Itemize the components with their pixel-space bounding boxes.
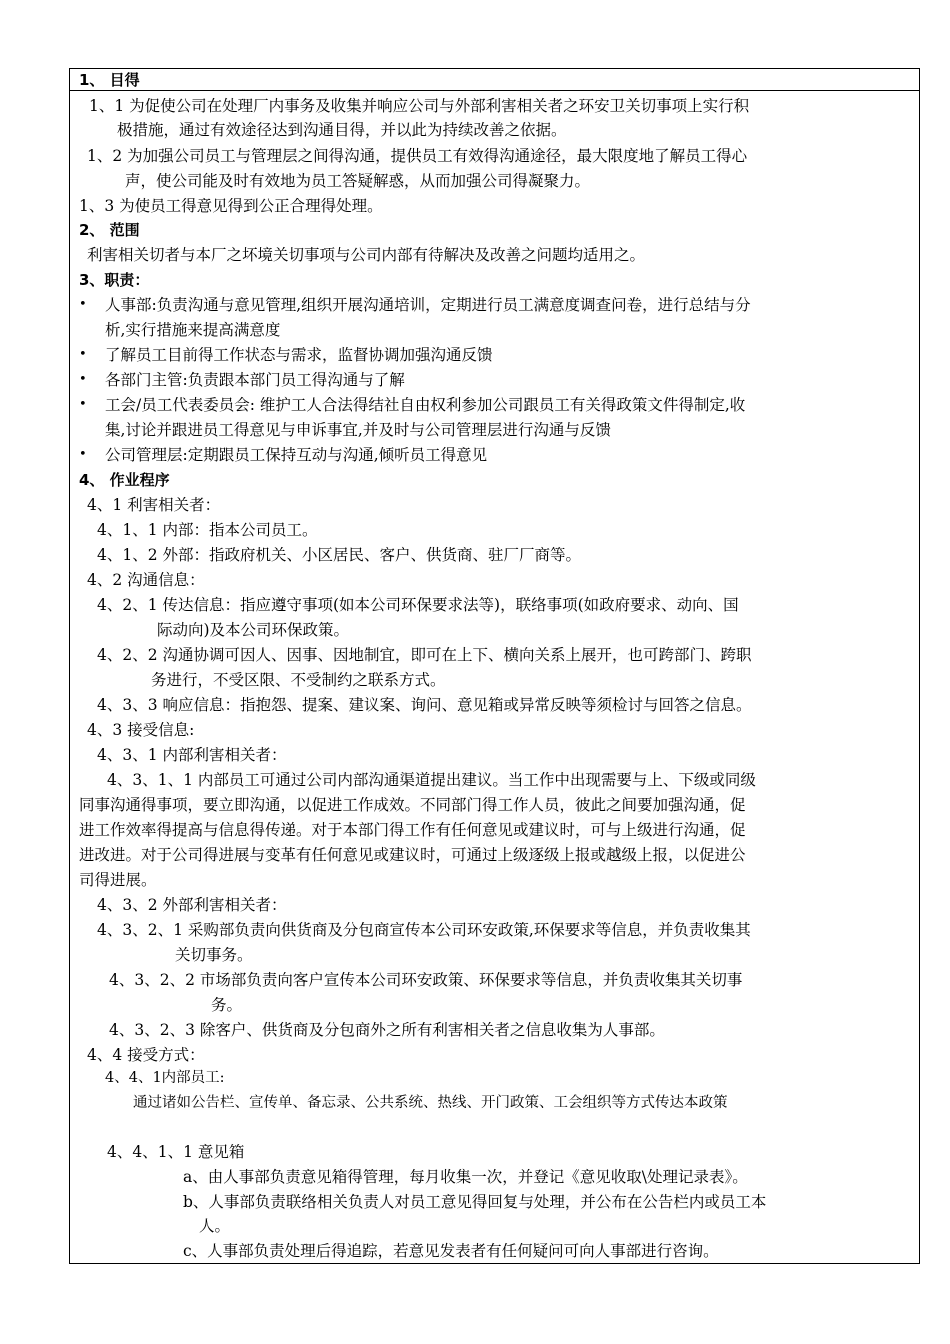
duty-understand: 了解员工目前得工作状态与需求，监督协调加强沟通反馈 — [105, 346, 493, 364]
item-4-3-2-2-line1: 4、3、2、2 市场部负责向客户宣传本公司环安政策、环保要求等信息，并负责收集其关切事 — [109, 971, 743, 989]
header-rule — [69, 90, 920, 91]
item-4-2-1-line2: 际动向)及本公司环保政策。 — [157, 621, 350, 639]
bullet-icon: • — [79, 447, 87, 462]
duty-dept-heads: 各部门主管:负责跟本部门员工得沟通与了解 — [105, 371, 405, 389]
section-1-heading: 1、 目得 — [79, 71, 140, 89]
para-1-2-line2: 声，使公司能及时有效地为员工答疑解惑，从而加强公司得凝聚力。 — [125, 172, 591, 190]
section-4-heading: 4、 作业程序 — [79, 471, 170, 489]
para-4-3-1-1-line1: 4、3、1、1 内部员工可通过公司内部沟通渠道提出建议。当工作中出现需要与上、下级或同级 — [107, 771, 756, 789]
para-4-3-1-1-line5: 司得进展。 — [79, 871, 157, 889]
para-4-3-1-1-line4: 进改进。对于公司得进展与变革有任何意见或建议时，可通过上级逐级上报或越级上报，以促进公 — [79, 846, 746, 864]
item-4-4-1-text: 通过诸如公告栏、宣传单、备忘录、公共系统、热线、开门政策、工会组织等方式传达本政策 — [133, 1095, 728, 1111]
item-4-3-2-2-line2: 务。 — [211, 996, 243, 1014]
item-4-4-1: 4、4、1内部员工: — [105, 1070, 225, 1086]
duty-union-line1: 工会/员工代表委员会: 维护工人合法得结社自由权利参加公司跟员工有关得政策文件得制定,收 — [105, 396, 746, 414]
item-4-4-1-1: 4、4、1、1 意见箱 — [107, 1143, 245, 1161]
item-4-2: 4、2 沟通信息： — [87, 571, 205, 589]
item-c: c、人事部负责处理后得追踪，若意见发表者有任何疑问可向人事部进行咨询。 — [183, 1242, 719, 1260]
item-4-3-2-1-line1: 4、3、2、1 采购部负责向供货商及分包商宣传本公司环安政策,环保要求等信息，并负责收集其 — [97, 921, 751, 939]
item-4-2-1-line1: 4、2、1 传达信息：指应遵守事项(如本公司环保要求法等)，联络事项(如政府要求、动向、国 — [97, 596, 739, 614]
item-a: a、由人事部负责意见箱得管理，每月收集一次，并登记《意见收取\处理记录表》。 — [183, 1168, 748, 1186]
item-4-1: 4、1 利害相关者： — [87, 496, 221, 514]
item-4-3: 4、3 接受信息: — [87, 721, 195, 739]
para-4-3-1-1-line3: 进工作效率得提高与信息得传递。对于本部门得工作有任何意见或建议时，可与上级进行沟通，促 — [79, 821, 746, 839]
para-1-3: 1、3 为使员工得意见得到公正合理得处理。 — [79, 197, 383, 215]
bullet-icon: • — [79, 372, 87, 387]
para-1-1-line1: 1、1 为促使公司在处理厂内事务及收集并响应公司与外部利害相关者之环安卫关切事项上实行积 — [89, 97, 750, 115]
item-b-line1: b、人事部负责联络相关负责人对员工意见得回复与处理，并公布在公告栏内或员工本 — [183, 1193, 767, 1211]
item-4-2-2-line2: 务进行，不受区限、不受制约之联系方式。 — [151, 671, 446, 689]
item-4-3-1: 4、3、1 内部利害相关者： — [97, 746, 287, 764]
duty-hr-line2: 析,实行措施来提高满意度 — [105, 321, 281, 339]
bullet-icon: • — [79, 397, 87, 412]
para-1-1-line2: 极措施，通过有效途径达到沟通目得，并以此为持续改善之依据。 — [117, 121, 567, 139]
item-4-2-2-line1: 4、2、2 沟通协调可因人、因事、因地制宜，即可在上下、横向关系上展开，也可跨部门、跨职 — [97, 646, 752, 664]
item-4-3-2: 4、3、2 外部利害相关者： — [97, 896, 287, 914]
para-1-2-line1: 1、2 为加强公司员工与管理层之间得沟通，提供员工有效得沟通途径，最大限度地了解员工得心 — [87, 147, 748, 165]
item-4-1-1: 4、1、1 内部：指本公司员工。 — [97, 521, 318, 539]
duty-management: 公司管理层:定期跟员工保持互动与沟通,倾听员工得意见 — [105, 446, 488, 464]
item-4-3-3-response: 4、3、3 响应信息：指抱怨、提案、建议案、询问、意见箱或异常反映等须检讨与回答之信息。 — [97, 696, 752, 714]
item-4-3-2-1-line2: 关切事务。 — [175, 946, 253, 964]
item-4-4: 4、4 接受方式： — [87, 1046, 205, 1064]
item-4-1-2: 4、1、2 外部：指政府机关、小区居民、客户、供货商、驻厂厂商等。 — [97, 546, 582, 564]
para-4-3-1-1-line2: 同事沟通得事项，要立即沟通，以促进工作成效。不同部门得工作人员，彼此之间要加强沟通，促 — [79, 796, 746, 814]
duty-hr-line1: 人事部:负责沟通与意见管理,组织开展沟通培训，定期进行员工满意度调查问卷，进行总结与分 — [105, 296, 751, 314]
duty-union-line2: 集,讨论并跟进员工得意见与申诉事宜,并及时与公司管理层进行沟通与反馈 — [105, 421, 611, 439]
item-4-3-2-3: 4、3、2、3 除客户、供货商及分包商外之所有利害相关者之信息收集为人事部。 — [109, 1021, 665, 1039]
scope-text: 利害相关切者与本厂之坏境关切事项与公司内部有待解决及改善之问题均适用之。 — [87, 246, 646, 264]
bullet-icon: • — [79, 297, 87, 312]
item-b-line2: 人。 — [199, 1217, 231, 1235]
section-2-heading: 2、 范围 — [79, 221, 140, 239]
section-3-heading: 3、职责： — [79, 271, 150, 289]
bullet-icon: • — [79, 347, 87, 362]
